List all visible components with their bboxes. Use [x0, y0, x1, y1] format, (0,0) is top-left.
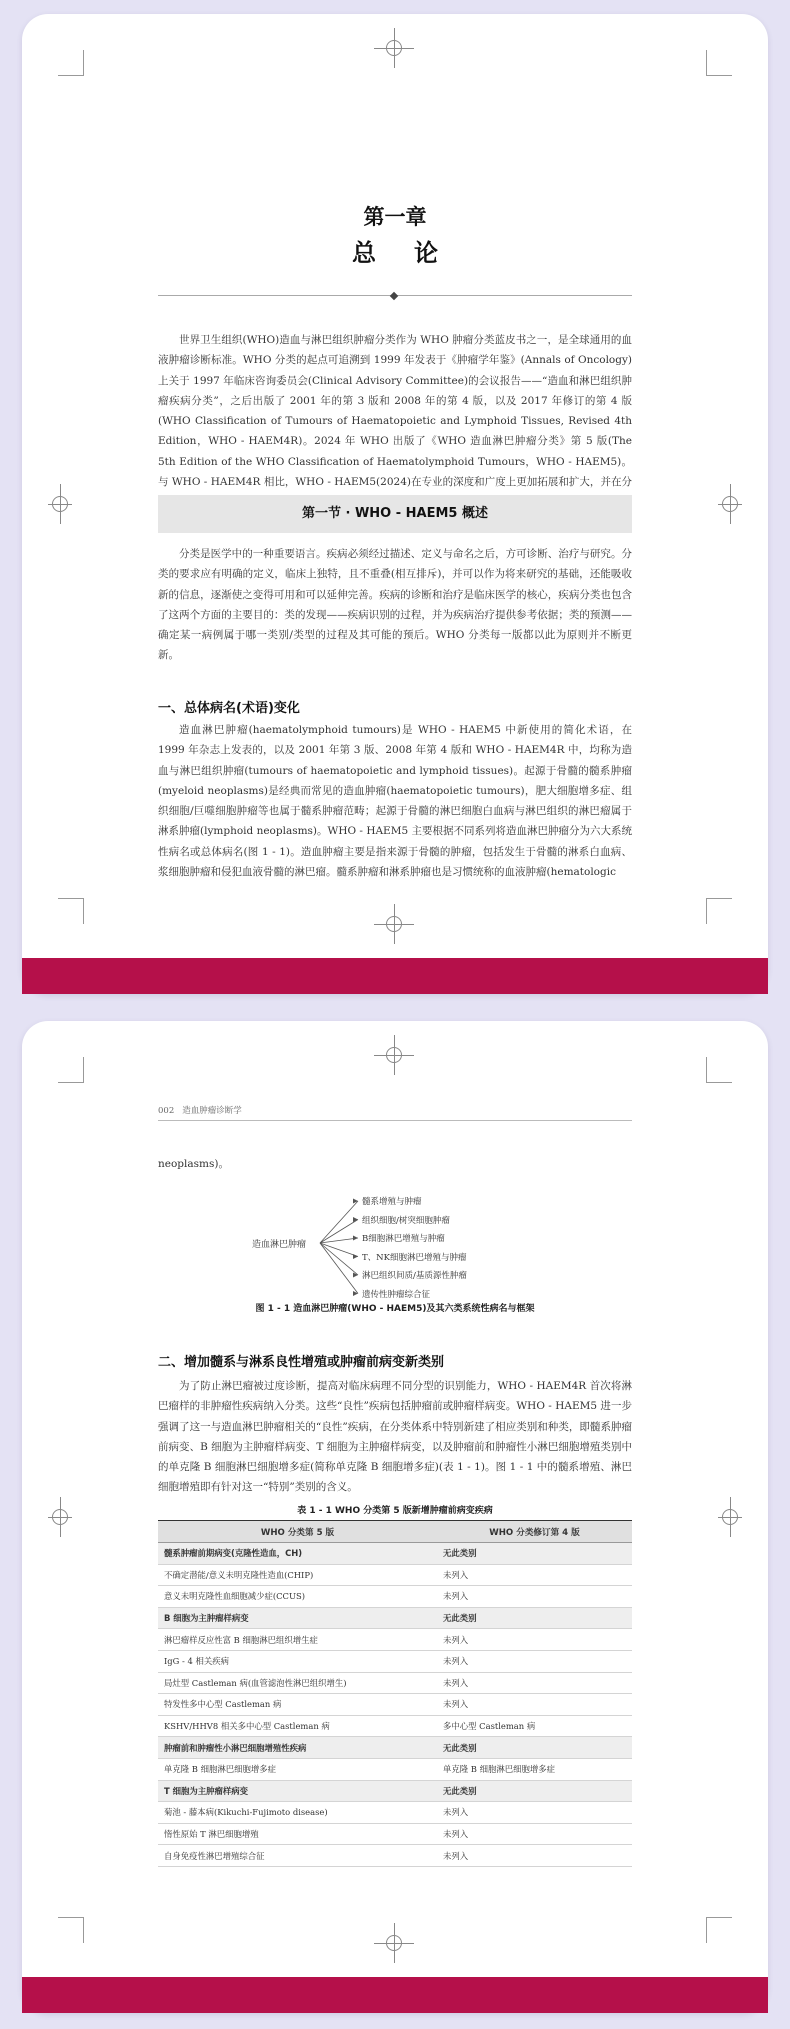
chapter-divider [158, 295, 632, 296]
arrow-head-icon [353, 1291, 358, 1296]
table-cell-who5: 菊池 - 藤本病(Kikuchi-Fujimoto disease) [158, 1802, 437, 1824]
table-category-row [158, 1543, 632, 1565]
figure-arrow-line [320, 1220, 358, 1244]
table-cell-who5: 肿瘤前和肿瘤性小淋巴细胞增殖性疾病 [158, 1737, 437, 1759]
table-cell-who5: 惰性原始 T 淋巴细胞增殖 [158, 1823, 437, 1845]
registration-mark-left [48, 484, 72, 524]
table-cell-who4r: 多中心型 Castleman 病 [437, 1715, 632, 1737]
arrow-head-icon [353, 1236, 358, 1241]
figure-caption: 图 1 - 1 造血淋巴肿瘤(WHO - HAEM5)及其六类系统性病名与框架 [255, 1304, 535, 1314]
subsection-paragraph: 造血淋巴肿瘤(haematolymphoid tumours)是 WHO - HAEM5 中新使用的简化术语，在 1999 年杂志上发表的，以及 2001 年第 3 版、2008 年第 4 版和 WHO - HAEM4R 中，均称为造血与淋巴组织肿瘤(tumours of haematopoietic and lymphoid tissues)。起源于骨髓的髓系肿瘤(myeloid neoplasms)是经典而常见的造血肿瘤(haematopoietic tumours)，肥大细胞增多症、组织细胞/巨噬细胞肿瘤等也属于髓系肿瘤范畴；起源于骨髓的淋巴细胞白血病与淋巴组织的淋巴瘤属于淋系肿瘤(lymphoid neoplasms)。WHO - HAEM5 主要根据不同系列将造血淋巴肿瘤分为六大系统性病名或总体病名(图 1 - 1)。造血肿瘤主要是指来源于骨髓的肿瘤，包括发生于骨髓的淋系白血病、浆细胞肿瘤和侵犯血液骨髓的淋巴瘤。髓系肿瘤和淋系肿瘤也是习惯统称的血液肿瘤(hematologic [158, 724, 632, 879]
subheading-new-categories: 二、增加髓系与淋系良性增殖或肿瘤前病变新类别 [158, 1355, 445, 1370]
table-row [158, 1802, 632, 1824]
table-row [158, 1564, 632, 1586]
running-header [158, 1104, 632, 1121]
registration-mark-top [374, 28, 414, 68]
table-cell-who4r: 未列入 [437, 1802, 632, 1824]
table-cell-who4r: 未列入 [437, 1672, 632, 1694]
section-heading: 第一节 · WHO - HAEM5 概述 [158, 495, 632, 533]
table-cell-who5: 意义未明克隆性血细胞减少症(CCUS) [158, 1586, 437, 1608]
figure-arrow-line [320, 1201, 358, 1243]
table-cell-who5: 局灶型 Castleman 病(血管滤泡性淋巴组织增生) [158, 1672, 437, 1694]
table-cell-who4r: 未列入 [437, 1650, 632, 1672]
figure-leaf-label: T、NK细胞淋巴增殖与肿瘤 [362, 1252, 467, 1263]
table-cell-who5: 单克隆 B 细胞淋巴细胞增多症 [158, 1758, 437, 1780]
table-row [158, 1629, 632, 1651]
table-row [158, 1586, 632, 1608]
table-cell-who4r: 未列入 [437, 1823, 632, 1845]
figure-root-label: 造血淋巴肿瘤 [252, 1240, 307, 1250]
figure-arrow-line [320, 1243, 358, 1257]
subheading-terminology: 一、总体病名(术语)变化 [158, 701, 300, 716]
arrow-head-icon [353, 1254, 358, 1259]
crop-mark-top-right [706, 50, 732, 76]
table-cell-who5: B 细胞为主肿瘤样病变 [158, 1607, 437, 1629]
table-row [158, 1672, 632, 1694]
table-header-row [158, 1521, 632, 1543]
page-number: 002 [158, 1106, 175, 1116]
table-row [158, 1758, 632, 1780]
diamond-ornament-icon [390, 292, 398, 300]
crop-mark-bottom-left [58, 1917, 84, 1943]
table-header-cell: WHO 分类修订第 4 版 [437, 1521, 632, 1543]
table-header-cell: WHO 分类第 5 版 [158, 1521, 437, 1543]
chapter-title: 总论 [352, 239, 476, 267]
arrow-head-icon [353, 1199, 358, 1204]
table-cell-who4r: 无此类别 [437, 1737, 632, 1759]
chapter-number: 第一章 [363, 205, 427, 229]
figure-leaf-label: 淋巴组织间质/基质源性肿瘤 [362, 1271, 467, 1281]
table-cell-who5: 淋巴瘤样反应性富 B 细胞淋巴组织增生症 [158, 1629, 437, 1651]
intro-paragraph: 世界卫生组织(WHO)造血与淋巴组织肿瘤分类作为 WHO 肿瘤分类蓝皮书之一，是全球通用的血液肿瘤诊断标准。WHO 分类的起点可追溯到 1999 年发表于《肿瘤学年鉴》(Annals of Oncology)上关于 1997 年临床咨询委员会(Clinical Advisory Committee)的会议报告——“造血和淋巴组织肿瘤疾病分类”，之后出版了 2001 年的第 3 版和 2008 年的第 4 版，以及 2017 年修订的第 4 版(WHO Classification of Tumours of Haematopoietic and Lymphoid Tissues, Revised 4th Edition，WHO - HAEM4R)。2024 年 WHO 出版了《WHO 造血淋巴肿瘤分类》第 5 版(The 5th Edition of the WHO Classification of Haematolymphoid Tumours，WHO - HAEM5)。与 WHO - HAEM4R 相比，WHO - HAEM5(2024)在专业的深度和广度上更加拓展和扩大，并在分 [158, 334, 632, 489]
table-cell-who4r: 无此类别 [437, 1543, 632, 1565]
table-cell-who5: T 细胞为主肿瘤样病变 [158, 1780, 437, 1802]
table-cell-who4r: 无此类别 [437, 1607, 632, 1629]
crop-mark-bottom-right [706, 898, 732, 924]
figure-arrow-line [320, 1243, 358, 1294]
figure-leaf-label: 髓系增殖与肿瘤 [362, 1197, 422, 1207]
table-cell-who5: 髓系肿瘤前期病变(克隆性造血，CH) [158, 1543, 437, 1565]
table-row [158, 1823, 632, 1845]
table-row [158, 1694, 632, 1716]
table-row [158, 1715, 632, 1737]
table-cell-who4r: 未列入 [437, 1845, 632, 1867]
table-cell-who5: 自身免疫性淋巴增殖综合征 [158, 1845, 437, 1867]
registration-mark-bottom [374, 1923, 414, 1963]
table-cell-who4r: 未列入 [437, 1694, 632, 1716]
table-cell-who4r: 未列入 [437, 1629, 632, 1651]
section-text [158, 544, 632, 666]
table-cell-who4r: 单克隆 B 细胞淋巴细胞增多症 [437, 1758, 632, 1780]
table-category-row [158, 1737, 632, 1759]
table-row [158, 1845, 632, 1867]
crop-mark-bottom-right [706, 1917, 732, 1943]
table-cell-who4r: 未列入 [437, 1586, 632, 1608]
crop-mark-top-left [58, 1057, 84, 1083]
registration-mark-right [718, 484, 742, 524]
crop-mark-top-right [706, 1057, 732, 1083]
running-title: 造血肿瘤诊断学 [182, 1106, 242, 1116]
book-page-2 [22, 1021, 768, 2013]
table-category-row [158, 1607, 632, 1629]
table-cell-who5: 不确定潜能/意义未明克隆性造血(CHIP) [158, 1564, 437, 1586]
figure-leaf-label: 遗传性肿瘤综合征 [362, 1289, 431, 1300]
table-body [158, 1543, 632, 1867]
continuation-line: neoplasms)。 [158, 1158, 229, 1170]
registration-mark-top [374, 1035, 414, 1075]
table-title: 表 1 - 1 WHO 分类第 5 版新增肿瘤前病变疾病 [297, 1506, 493, 1516]
crop-mark-bottom-left [58, 898, 84, 924]
new-categories-paragraph: 为了防止淋巴瘤被过度诊断，提高对临床病理不同分型的识别能力，WHO - HAEM4R 首次将淋巴瘤样的非肿瘤性疾病纳入分类。这些“良性”疾病包括肿瘤前或肿瘤样病变。WHO - HAEM5 进一步强调了这一与造血淋巴肿瘤相关的“良性”疾病，在分类体系中特别新建了相应类别和种类，即髓系肿瘤前病变、B 细胞为主肿瘤样病变、T 细胞为主肿瘤样病变，以及肿瘤前和肿瘤性小淋巴细胞增殖类别中的单克隆 B 细胞淋巴细胞增多症(简称单克隆 B 细胞增多症)(表 1 - 1)。图 1 - 1 中的髓系增殖、淋巴细胞增殖即有针对这一“特别”类别的含义。 [158, 1380, 632, 1494]
table-cell-who5: 特发性多中心型 Castleman 病 [158, 1694, 437, 1716]
page-color-band [22, 958, 768, 994]
who-classification-table [158, 1520, 632, 1867]
registration-mark-left [48, 1497, 72, 1537]
figure-arrow-line [320, 1238, 358, 1243]
crop-mark-top-left [58, 50, 84, 76]
book-page-1 [22, 14, 768, 994]
table-cell-who5: KSHV/HHV8 相关多中心型 Castleman 病 [158, 1715, 437, 1737]
section-paragraph: 分类是医学中的一种重要语言。疾病必须经过描述、定义与命名之后，方可诊断、治疗与研究。分类的要求应有明确的定义，临床上独特，且不重叠(相互排斥)，并可以作为将来研究的基础，还能吸收新的信息，逐渐使之变得可用和可以延伸完善。疾病的诊断和治疗是临床医学的核心，疾病分类也包含了这两个方面的主要目的：类的发现——疾病识别的过程，并为疾病治疗提供参考依据；类的预测——确定某一病例属于哪一类别/类型的过程及其可能的预后。WHO 分类每一版都以此为原则并不断更新。 [158, 548, 632, 662]
registration-mark-right [718, 1497, 742, 1537]
table-cell-who4r: 未列入 [437, 1564, 632, 1586]
new-categories-text [158, 1376, 632, 1498]
table-category-row [158, 1780, 632, 1802]
table-row [158, 1650, 632, 1672]
continuation-text [158, 1154, 632, 1174]
subsection-text [158, 720, 632, 879]
figure-leaf-label: B细胞淋巴增殖与肿瘤 [362, 1234, 445, 1244]
figure-leaf-label: 组织细胞/树突细胞肿瘤 [362, 1215, 450, 1226]
figure-arrow-line [320, 1243, 358, 1275]
table-cell-who5: IgG - 4 相关疾病 [158, 1650, 437, 1672]
table-cell-who4r: 无此类别 [437, 1780, 632, 1802]
page-color-band [22, 1977, 768, 2013]
registration-mark-bottom [374, 904, 414, 944]
